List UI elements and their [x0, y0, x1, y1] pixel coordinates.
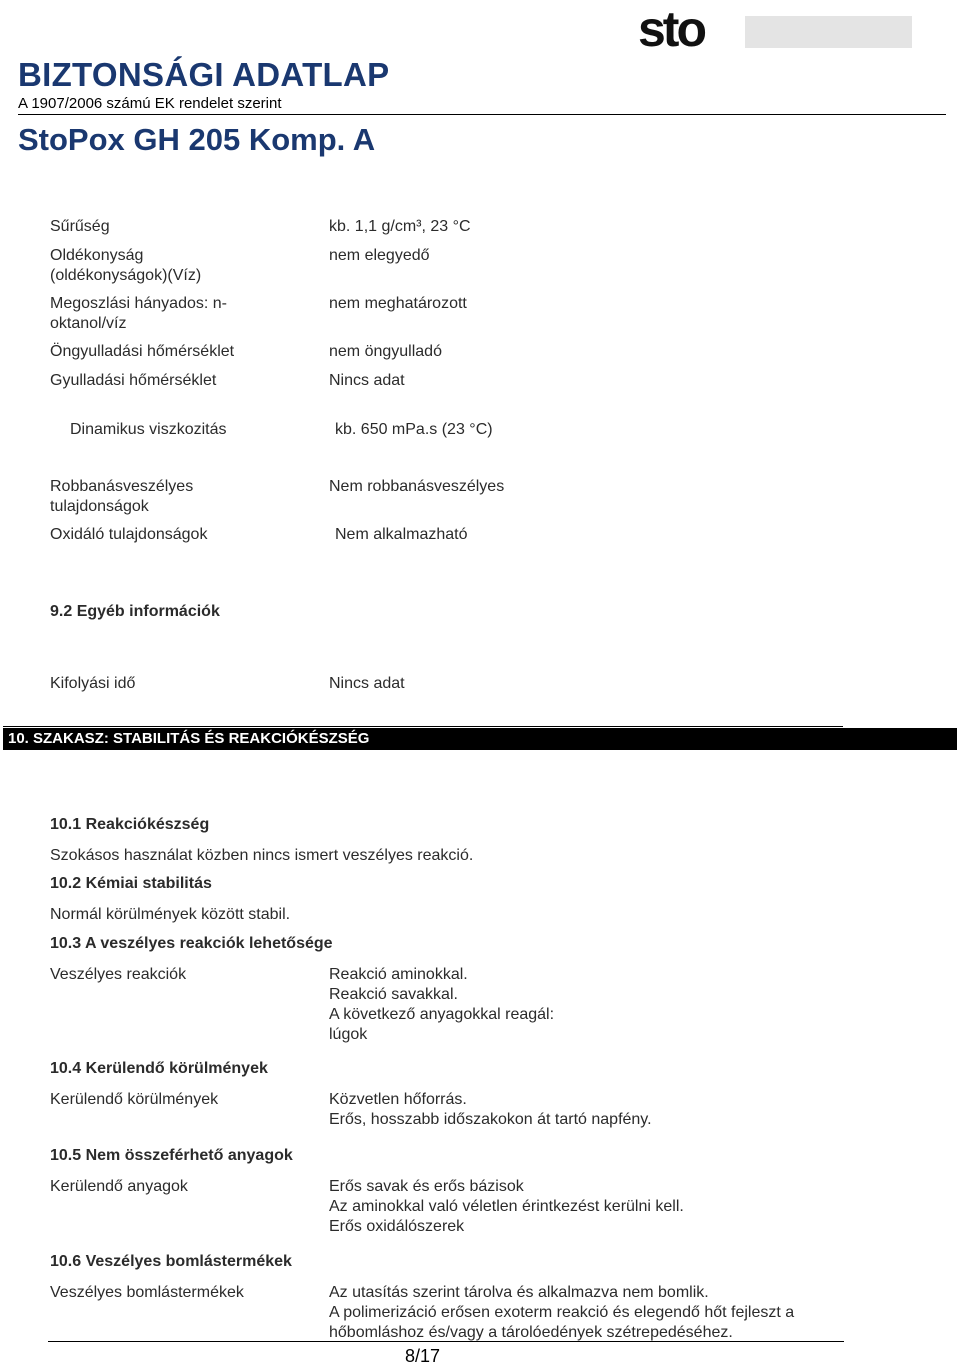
text-10-1: Szokásos használat közben nincs ismert veszélyes reakció. — [50, 847, 474, 864]
label-10-5: Kerülendő anyagok — [50, 1178, 188, 1195]
page-number: 8/17 — [405, 1346, 441, 1366]
values-10-6 — [329, 1283, 794, 1343]
prop-label-ignition: Gyulladási hőmérséklet — [50, 372, 217, 389]
heading-10-6: 10.6 Veszélyes bomlástermékek — [50, 1253, 292, 1270]
product-name: StoPox GH 205 Komp. A — [18, 122, 376, 157]
heading-10-5: 10.5 Nem összeférhető anyagok — [50, 1147, 293, 1164]
value-line: hőbomláshoz és/vagy a tárolóedények szétrepedéséhez. — [329, 1324, 733, 1341]
logo-bar — [745, 16, 912, 48]
value-line: Közvetlen hőforrás. — [329, 1091, 467, 1108]
text-10-2: Normál körülmények között stabil. — [50, 906, 291, 923]
values-10-4 — [329, 1090, 652, 1130]
section-10-title: 10. SZAKASZ: STABILITÁS ÉS REAKCIÓKÉSZSÉG — [8, 730, 370, 747]
prop-label-density: Sűrűség — [50, 218, 110, 235]
footer-divider — [48, 1341, 844, 1342]
value-line: Erős, hosszabb időszakokon át tartó napfény. — [329, 1111, 652, 1128]
value-line: Reakció aminokkal. — [329, 966, 468, 983]
prop-label-explosive: Robbanásveszélyes tulajdonságok — [50, 478, 194, 515]
section-top-line — [3, 726, 843, 727]
prop-value-solubility: nem elegyedő — [329, 247, 430, 264]
prop-value-autoignition: nem öngyulladó — [329, 343, 442, 360]
sto-logo — [636, 0, 736, 54]
prop-label-viscosity: Dinamikus viszkozitás — [70, 421, 227, 438]
prop-value-density: kb. 1,1 g/cm³, 23 °C — [329, 218, 471, 235]
prop-value-flow-time: Nincs adat — [329, 675, 405, 692]
prop-value-oxidising: Nem alkalmazható — [335, 526, 468, 543]
prop-value-ignition: Nincs adat — [329, 372, 405, 389]
value-line: Az utasítás szerint tárolva és alkalmazva nem bomlik. — [329, 1284, 709, 1301]
value-line: Erős oxidálószerek — [329, 1218, 465, 1235]
heading-10-3: 10.3 A veszélyes reakciók lehetősége — [50, 935, 333, 952]
prop-label-autoignition: Öngyulladási hőmérséklet — [50, 343, 235, 360]
value-line: A polimerizáció erősen exoterm reakció és elegendő hőt fejleszt a — [329, 1304, 795, 1321]
prop-label-solubility: Oldékonyság (oldékonyságok)(Víz) — [50, 247, 202, 284]
value-line: Reakció savakkal. — [329, 986, 458, 1003]
prop-value-partition: nem meghatározott — [329, 295, 467, 312]
value-line: lúgok — [329, 1026, 368, 1043]
value-line: Az aminokkal való véletlen érintkezést kerülni kell. — [329, 1198, 684, 1215]
heading-10-1: 10.1 Reakciókészség — [50, 816, 210, 833]
prop-value-explosive: Nem robbanásveszélyes — [329, 478, 505, 495]
label-10-6: Veszélyes bomlástermékek — [50, 1284, 244, 1301]
value-line: Erős savak és erős bázisok — [329, 1178, 524, 1195]
header-divider — [18, 114, 946, 115]
heading-9-2: 9.2 Egyéb információk — [50, 603, 220, 620]
label-10-3: Veszélyes reakciók — [50, 966, 187, 983]
prop-label-partition: Megoszlási hányados: n- oktanol/víz — [50, 295, 227, 332]
label-10-4: Kerülendő körülmények — [50, 1091, 219, 1108]
prop-label-oxidising: Oxidáló tulajdonságok — [50, 526, 208, 543]
value-line: A következő anyagokkal reagál: — [329, 1006, 555, 1023]
heading-10-2: 10.2 Kémiai stabilitás — [50, 875, 212, 892]
values-10-5 — [329, 1177, 684, 1237]
svg-text:sto: sto — [638, 1, 704, 54]
values-10-3 — [329, 965, 554, 1045]
regulation-subtitle: A 1907/2006 számú EK rendelet szerint — [18, 95, 282, 112]
prop-label-flow-time: Kifolyási idő — [50, 675, 136, 692]
prop-value-viscosity: kb. 650 mPa.s (23 °C) — [335, 421, 493, 438]
document-title: BIZTONSÁGI ADATLAP — [18, 56, 390, 93]
heading-10-4: 10.4 Kerülendő körülmények — [50, 1060, 268, 1077]
